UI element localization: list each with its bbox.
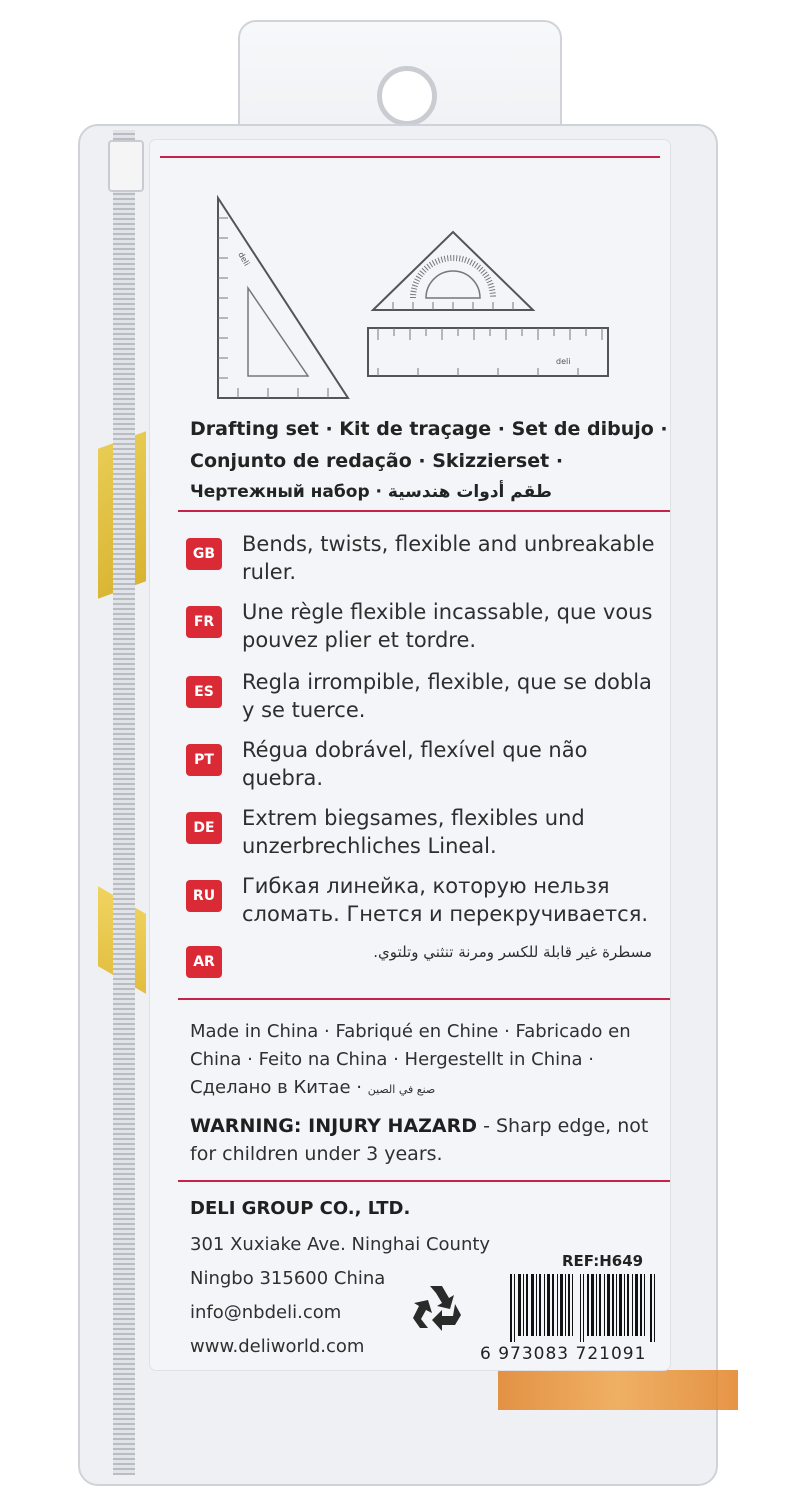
set-square-45-ticks xyxy=(393,302,513,310)
description-de xyxy=(186,804,656,864)
recycle-icon xyxy=(408,1282,464,1334)
description-text-ar: مسطرة غير قابلة للكسر ومرنة تنثني وتلتوي. xyxy=(373,943,652,961)
product-title-line-1: Drafting set · Kit de traçage · Set de dibujo · xyxy=(190,418,668,440)
description-ru xyxy=(186,872,656,932)
divider-bottom xyxy=(178,1180,670,1182)
description-text-gb: Bends, twists, flexible and unbreakable ruler. xyxy=(242,532,655,584)
description-gb xyxy=(186,530,656,590)
made-in-text-ar: صنع في الصين xyxy=(367,1083,436,1096)
orange-ruler-edge xyxy=(498,1370,738,1410)
lang-badge-ru: RU xyxy=(186,880,222,912)
made-in-text: Made in China · Fabriqué en Chine · Fabricado en China · Feito na China · Hergestellt in China · Сделано в Китае · xyxy=(190,1021,631,1098)
straight-ruler xyxy=(368,328,608,376)
divider-middle xyxy=(178,998,670,1000)
reference-code: REF:H649 xyxy=(562,1252,644,1270)
product-title-line-2: Conjunto de redação · Skizzierset · xyxy=(190,450,564,472)
product-card xyxy=(150,140,670,1370)
description-ar xyxy=(186,938,656,998)
email-address: info@nbdeli.com xyxy=(190,1302,342,1323)
set-square-60-ticks xyxy=(218,218,328,398)
lang-badge-es: ES xyxy=(186,676,222,708)
rulers-drawing xyxy=(208,188,664,408)
lang-badge-fr: FR xyxy=(186,606,222,638)
brand-mark-2: deli xyxy=(556,357,571,366)
address-line-2: Ningbo 315600 China xyxy=(190,1268,386,1289)
description-text-fr: Une règle flexible incassable, que vous pouvez plier et tordre. xyxy=(242,600,653,652)
description-text-ru: Гибкая линейка, которую нельзя сломать. Гнется и перекручивается. xyxy=(242,874,649,926)
hang-hole xyxy=(377,66,437,126)
barcode-digits: 6 973083 721091 xyxy=(480,1344,647,1364)
warning-text: - Sharp edge, not for children under 3 years. xyxy=(190,1115,649,1165)
description-pt xyxy=(186,736,656,796)
divider-top xyxy=(178,510,670,512)
warning-title: WARNING: INJURY HAZARD xyxy=(190,1115,478,1137)
description-text-es: Regla irrompible, flexible, que se dobla y se tuerce. xyxy=(242,670,652,722)
zipper-pull[interactable] xyxy=(108,140,144,192)
warning-block xyxy=(190,1112,660,1168)
lang-badge-ar: AR xyxy=(186,946,222,978)
description-text-pt: Régua dobrável, flexível que não quebra. xyxy=(242,738,588,790)
website-address: www.deliworld.com xyxy=(190,1336,365,1357)
lang-badge-pt: PT xyxy=(186,744,222,776)
set-square-60-cutout xyxy=(248,288,308,376)
company-name: DELI GROUP CO., LTD. xyxy=(190,1198,411,1219)
straight-ruler-ticks xyxy=(378,328,602,376)
made-in-block xyxy=(190,1018,660,1104)
set-square-60 xyxy=(218,198,348,398)
drafting-set-illustration xyxy=(208,188,664,408)
address-line-1: 301 Xuxiake Ave. Ninghai County xyxy=(190,1234,491,1255)
barcode-icon xyxy=(510,1274,656,1342)
lang-badge-de: DE xyxy=(186,812,222,844)
description-es xyxy=(186,668,656,728)
protractor-cutout xyxy=(426,271,480,298)
zipper[interactable] xyxy=(113,130,135,1475)
product-title-line-3: Чертежный набор · طقم أدوات هندسية xyxy=(190,482,552,502)
protractor-scale xyxy=(413,258,493,298)
description-text-de: Extrem biegsames, flexibles und unzerbrechliches Lineal. xyxy=(242,806,585,858)
brand-mark-1: deli xyxy=(236,250,252,268)
top-stripe xyxy=(160,156,660,158)
description-fr xyxy=(186,598,656,658)
lang-badge-gb: GB xyxy=(186,538,222,570)
